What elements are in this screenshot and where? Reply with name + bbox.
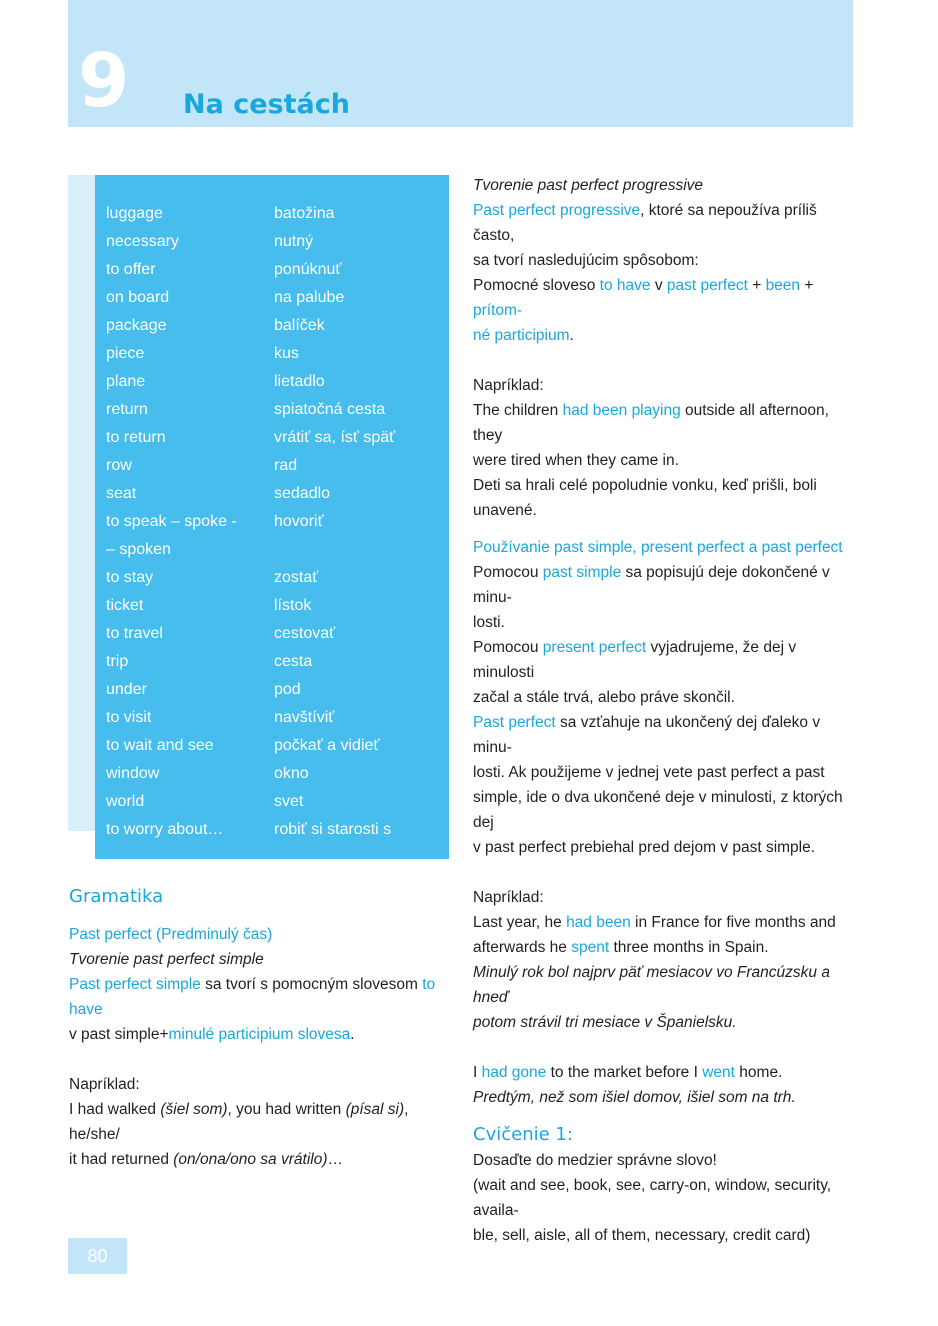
vocab-slovak: vrátiť sa, ísť späť [274,429,396,446]
vocab-row [106,789,446,817]
vocab-row [106,677,446,705]
vocab-english: piece [106,345,145,362]
vocab-row [106,481,446,509]
ppp-example: The children had been playing outside all afternoon, they were tired when they came in. [473,402,829,469]
vocab-row [106,425,446,453]
vocab-row [106,649,446,677]
vocab-slovak: kus [274,345,299,362]
vocab-slovak: hovoriť [274,513,324,530]
vocab-slovak: balíček [274,317,325,334]
vocab-english: to worry about… [106,821,224,838]
vocab-row [106,341,446,369]
vocab-box-shadow [68,175,96,831]
exercise-word-bank: (wait and see, book, see, carry-on, window, security, availa- ble, sell, aisle, all of them, necessary, credit card) [473,1177,832,1244]
vocab-slovak: okno [274,765,309,782]
vocab-slovak: spiatočná cesta [274,401,386,418]
vocab-row [106,285,446,313]
vocab-row [106,761,446,789]
vocab-slovak: zostať [274,569,319,586]
vocab-english: window [106,765,160,782]
vocab-slovak: svet [274,793,304,810]
pp-example-2: Last year, he had been in France for five months and afterwards he spent three months in Spain. [473,914,836,956]
vocab-row [106,705,446,733]
vocab-english: return [106,401,148,418]
vocab-english: under [106,681,147,698]
vocab-row [106,565,446,593]
pp-form-title: Tvorenie past perfect simple [69,951,264,968]
vocab-english: on board [106,289,170,306]
example-label: Napríklad: [473,377,544,394]
vocab-row [106,509,446,537]
vocab-row [106,257,446,285]
example-label: Napríklad: [69,1076,140,1093]
chapter-title: Na cestách [183,89,350,120]
vocab-english: plane [106,373,146,390]
vocab-slovak: pod [274,681,301,698]
vocab-english: ticket [106,597,144,614]
ppp-example-translation: Deti sa hrali celé popoludnie vonku, keď prišli, boli unavené. [473,477,817,519]
grammar-section [69,884,449,1172]
vocab-slovak: ponúknuť [274,261,342,278]
vocab-slovak: sedadlo [274,485,331,502]
ppp-description: Past perfect progressive, ktoré sa nepoužíva príliš často, sa tvorí nasledujúcim spôsobom: [473,202,817,269]
vocab-slovak: lietadlo [274,373,325,390]
pp-example-3-translation: Predtým, než som išiel domov, išiel som na trh. [473,1089,796,1106]
vocab-row [106,201,446,229]
vocab-english: to wait and see [106,737,214,754]
usage-title: Používanie past simple, present perfect a past perfect [473,539,843,556]
vocab-slovak: nutný [274,233,314,250]
vocab-english: to travel [106,625,163,642]
vocab-slovak: cestovať [274,625,336,642]
ppp-formula: Pomocné sloveso to have v past perfect + been + prítom- né participium. [473,277,814,344]
pp-example-3: I had gone to the market before I went home. [473,1064,783,1081]
vocab-slovak: cesta [274,653,313,670]
vocab-english: to visit [106,709,152,726]
vocab-english: trip [106,653,129,670]
pp-example: I had walked (šiel som), you had written (písal si), he/she/ it had returned (on/ona/ono sa vrátilo)… [69,1101,409,1168]
vocab-slovak: lístok [274,597,312,614]
vocab-slovak: robiť si starosti s [274,821,392,838]
vocab-row [106,537,446,565]
vocab-english: to return [106,429,166,446]
vocab-row [106,453,446,481]
past-perfect-title: Past perfect (Predminulý čas) [69,926,273,943]
vocab-english: row [106,457,132,474]
vocab-slovak: rad [274,457,298,474]
vocab-english: world [106,793,145,810]
vocab-english: seat [106,485,137,502]
vocab-english: – spoken [106,541,171,558]
vocab-english: package [106,317,167,334]
vocab-row [106,313,446,341]
grammar-title: Gramatika [69,886,164,907]
usage-past-simple: Pomocou past simple sa popisujú deje dokončené v minu- losti. [473,564,830,631]
chapter-number: 9 [78,38,130,124]
vocab-row [106,229,446,257]
page-number: 80 [87,1246,108,1266]
vocab-slovak: navštíviť [274,709,335,726]
exercise-instruction: Dosaďte do medzier správne slovo! [473,1152,717,1169]
vocab-list [106,201,446,845]
vocab-slovak [274,537,446,565]
vocab-english: luggage [106,205,163,222]
vocab-slovak: počkať a vidieť [274,737,380,754]
vocab-row [106,397,446,425]
vocab-english: to stay [106,569,154,586]
vocab-row [106,621,446,649]
vocab-row [106,593,446,621]
vocab-row [106,817,446,845]
ppp-form-title: Tvorenie past perfect progressive [473,177,704,194]
vocab-english: to offer [106,261,156,278]
example-label: Napríklad: [473,889,544,906]
usage-present-perfect: Pomocou present perfect vyjadrujeme, že dej v minulosti začal a stále trvá, alebo práve skončil. [473,639,797,706]
pp-form-text: Past perfect simple sa tvorí s pomocným slovesom to have v past simple+minulé participium slovesa. [69,976,436,1043]
exercise-title: Cvičenie 1: [473,1124,573,1145]
vocab-slovak: na palube [274,289,345,306]
usage-past-perfect: Past perfect sa vzťahuje na ukončený dej ďaleko v minu- losti. Ak použijeme v jednej vete past perfect a past simple, ide o dva ukončené deje v minulosti, z ktorých dej v past perfect prebiehal pred dejom v past simple. [473,714,843,856]
vocab-row [106,733,446,761]
pp-example-2-translation: Minulý rok bol najprv päť mesiacov vo Francúzsku a hneď potom strávil tri mesiace v Španielsku. [473,964,830,1031]
vocab-english: necessary [106,233,179,250]
vocab-english: to speak – spoke - [106,513,237,530]
right-column [473,173,851,1248]
vocab-slovak: batožina [274,205,335,222]
vocab-row [106,369,446,397]
